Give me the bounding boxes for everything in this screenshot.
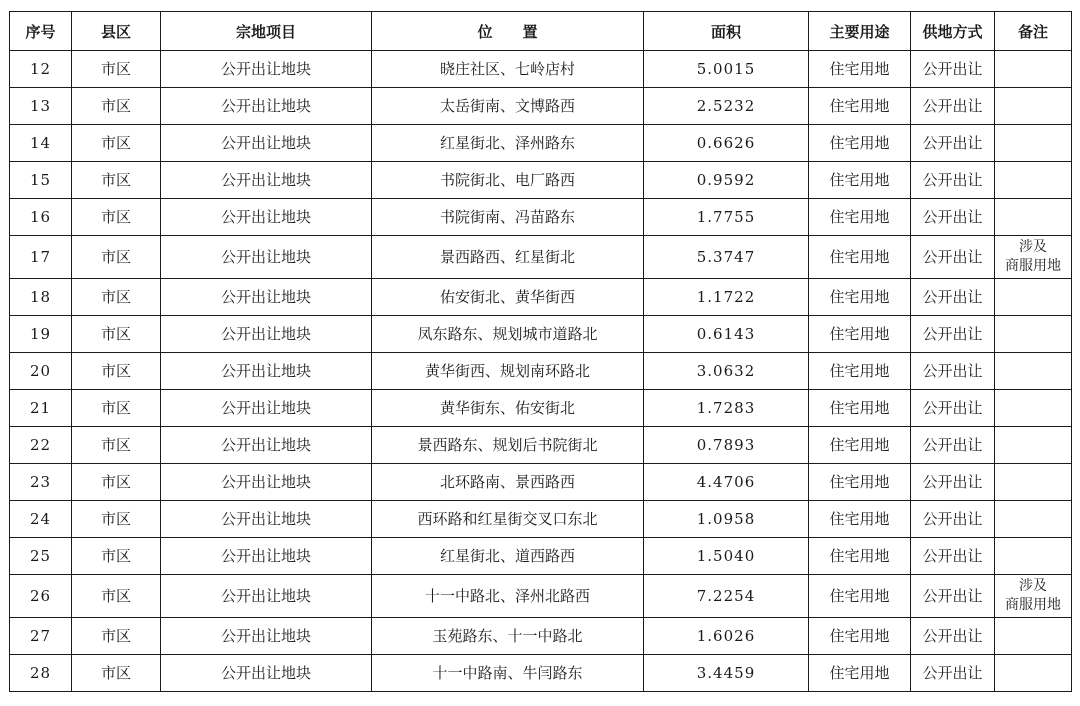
- cell-project: 公开出让地块: [161, 88, 372, 125]
- cell-area: 1.6026: [644, 618, 809, 655]
- cell-note: [995, 51, 1072, 88]
- cell-seq: 19: [10, 316, 72, 353]
- cell-county: 市区: [72, 51, 161, 88]
- cell-note: [995, 618, 1072, 655]
- header-location: 位 置: [372, 12, 644, 51]
- cell-usage: 住宅用地: [809, 88, 911, 125]
- cell-location: 十一中路南、牛闫路东: [372, 655, 644, 692]
- table-row: [10, 279, 1072, 316]
- land-supply-table: [9, 11, 1072, 692]
- cell-seq: 14: [10, 125, 72, 162]
- cell-usage: 住宅用地: [809, 125, 911, 162]
- table-row: [10, 199, 1072, 236]
- cell-location: 黄华街西、规划南环路北: [372, 353, 644, 390]
- table-row: [10, 501, 1072, 538]
- cell-usage: 住宅用地: [809, 655, 911, 692]
- cell-seq: 23: [10, 464, 72, 501]
- cell-usage: 住宅用地: [809, 199, 911, 236]
- cell-county: 市区: [72, 538, 161, 575]
- cell-supply: 公开出让: [911, 88, 995, 125]
- cell-seq: 24: [10, 501, 72, 538]
- cell-area: 4.4706: [644, 464, 809, 501]
- table-row: [10, 427, 1072, 464]
- cell-county: 市区: [72, 279, 161, 316]
- cell-project: 公开出让地块: [161, 390, 372, 427]
- cell-location: 书院街南、冯苗路东: [372, 199, 644, 236]
- cell-seq: 13: [10, 88, 72, 125]
- cell-note: [995, 125, 1072, 162]
- cell-supply: 公开出让: [911, 236, 995, 279]
- cell-supply: 公开出让: [911, 538, 995, 575]
- cell-supply: 公开出让: [911, 125, 995, 162]
- table-row: [10, 655, 1072, 692]
- cell-usage: 住宅用地: [809, 51, 911, 88]
- cell-location: 北环路南、景西路西: [372, 464, 644, 501]
- table-body: [10, 51, 1072, 692]
- cell-usage: 住宅用地: [809, 501, 911, 538]
- cell-seq: 16: [10, 199, 72, 236]
- header-supply: 供地方式: [911, 12, 995, 51]
- table-row: [10, 88, 1072, 125]
- cell-county: 市区: [72, 464, 161, 501]
- cell-location: 十一中路北、泽州北路西: [372, 575, 644, 618]
- cell-supply: 公开出让: [911, 618, 995, 655]
- cell-note: [995, 655, 1072, 692]
- cell-seq: 26: [10, 575, 72, 618]
- table-row: [10, 538, 1072, 575]
- header-area: 面积: [644, 12, 809, 51]
- cell-note: [995, 316, 1072, 353]
- header-usage: 主要用途: [809, 12, 911, 51]
- cell-supply: 公开出让: [911, 279, 995, 316]
- cell-usage: 住宅用地: [809, 538, 911, 575]
- cell-note: [995, 279, 1072, 316]
- cell-project: 公开出让地块: [161, 618, 372, 655]
- cell-project: 公开出让地块: [161, 575, 372, 618]
- cell-location: 西环路和红星街交叉口东北: [372, 501, 644, 538]
- cell-supply: 公开出让: [911, 501, 995, 538]
- cell-county: 市区: [72, 353, 161, 390]
- table-row: [10, 125, 1072, 162]
- cell-supply: 公开出让: [911, 316, 995, 353]
- table-row: [10, 464, 1072, 501]
- table-row: [10, 51, 1072, 88]
- cell-location: 黄华街东、佑安街北: [372, 390, 644, 427]
- cell-note: 涉及 商服用地: [995, 236, 1072, 279]
- cell-note: [995, 353, 1072, 390]
- cell-note: [995, 390, 1072, 427]
- cell-usage: 住宅用地: [809, 353, 911, 390]
- cell-supply: 公开出让: [911, 464, 995, 501]
- cell-area: 1.5040: [644, 538, 809, 575]
- cell-project: 公开出让地块: [161, 501, 372, 538]
- cell-note: [995, 162, 1072, 199]
- table-row: [10, 316, 1072, 353]
- cell-location: 红星街北、泽州路东: [372, 125, 644, 162]
- cell-county: 市区: [72, 575, 161, 618]
- cell-seq: 17: [10, 236, 72, 279]
- cell-usage: 住宅用地: [809, 279, 911, 316]
- cell-location: 书院街北、电厂路西: [372, 162, 644, 199]
- cell-seq: 21: [10, 390, 72, 427]
- cell-county: 市区: [72, 125, 161, 162]
- cell-area: 0.9592: [644, 162, 809, 199]
- cell-project: 公开出让地块: [161, 125, 372, 162]
- cell-area: 7.2254: [644, 575, 809, 618]
- cell-seq: 15: [10, 162, 72, 199]
- table-header-row: [10, 12, 1072, 51]
- cell-usage: 住宅用地: [809, 464, 911, 501]
- cell-usage: 住宅用地: [809, 316, 911, 353]
- cell-seq: 22: [10, 427, 72, 464]
- cell-county: 市区: [72, 618, 161, 655]
- cell-note: [995, 538, 1072, 575]
- cell-area: 0.6626: [644, 125, 809, 162]
- cell-location: 景西路东、规划后书院街北: [372, 427, 644, 464]
- cell-project: 公开出让地块: [161, 51, 372, 88]
- cell-supply: 公开出让: [911, 51, 995, 88]
- cell-seq: 12: [10, 51, 72, 88]
- cell-usage: 住宅用地: [809, 575, 911, 618]
- cell-usage: 住宅用地: [809, 162, 911, 199]
- cell-area: 0.7893: [644, 427, 809, 464]
- cell-county: 市区: [72, 501, 161, 538]
- cell-note: [995, 464, 1072, 501]
- table-row: [10, 618, 1072, 655]
- cell-location: 玉苑路东、十一中路北: [372, 618, 644, 655]
- cell-project: 公开出让地块: [161, 464, 372, 501]
- cell-area: 3.0632: [644, 353, 809, 390]
- table-row: [10, 353, 1072, 390]
- cell-county: 市区: [72, 316, 161, 353]
- cell-location: 佑安街北、黄华街西: [372, 279, 644, 316]
- cell-county: 市区: [72, 236, 161, 279]
- cell-usage: 住宅用地: [809, 236, 911, 279]
- cell-project: 公开出让地块: [161, 655, 372, 692]
- table-row: [10, 236, 1072, 279]
- cell-area: 5.3747: [644, 236, 809, 279]
- cell-county: 市区: [72, 199, 161, 236]
- cell-supply: 公开出让: [911, 575, 995, 618]
- cell-project: 公开出让地块: [161, 538, 372, 575]
- cell-usage: 住宅用地: [809, 427, 911, 464]
- cell-supply: 公开出让: [911, 199, 995, 236]
- cell-note: [995, 199, 1072, 236]
- cell-area: 3.4459: [644, 655, 809, 692]
- cell-note: [995, 501, 1072, 538]
- cell-supply: 公开出让: [911, 390, 995, 427]
- cell-county: 市区: [72, 427, 161, 464]
- cell-area: 1.7283: [644, 390, 809, 427]
- table-row: [10, 390, 1072, 427]
- cell-usage: 住宅用地: [809, 390, 911, 427]
- cell-supply: 公开出让: [911, 353, 995, 390]
- cell-project: 公开出让地块: [161, 199, 372, 236]
- cell-seq: 20: [10, 353, 72, 390]
- cell-area: 1.0958: [644, 501, 809, 538]
- cell-area: 5.0015: [644, 51, 809, 88]
- cell-note: [995, 88, 1072, 125]
- cell-seq: 28: [10, 655, 72, 692]
- cell-project: 公开出让地块: [161, 279, 372, 316]
- cell-project: 公开出让地块: [161, 162, 372, 199]
- cell-seq: 18: [10, 279, 72, 316]
- cell-note: 涉及 商服用地: [995, 575, 1072, 618]
- cell-county: 市区: [72, 655, 161, 692]
- table-row: [10, 575, 1072, 618]
- cell-area: 0.6143: [644, 316, 809, 353]
- cell-usage: 住宅用地: [809, 618, 911, 655]
- cell-supply: 公开出让: [911, 427, 995, 464]
- cell-county: 市区: [72, 162, 161, 199]
- cell-area: 1.1722: [644, 279, 809, 316]
- header-seq: 序号: [10, 12, 72, 51]
- cell-seq: 25: [10, 538, 72, 575]
- cell-location: 景西路西、红星街北: [372, 236, 644, 279]
- cell-note: [995, 427, 1072, 464]
- cell-location: 红星街北、道西路西: [372, 538, 644, 575]
- cell-supply: 公开出让: [911, 655, 995, 692]
- cell-project: 公开出让地块: [161, 427, 372, 464]
- cell-project: 公开出让地块: [161, 353, 372, 390]
- cell-project: 公开出让地块: [161, 316, 372, 353]
- cell-location: 凤东路东、规划城市道路北: [372, 316, 644, 353]
- header-county: 县区: [72, 12, 161, 51]
- header-project: 宗地项目: [161, 12, 372, 51]
- cell-county: 市区: [72, 88, 161, 125]
- cell-area: 1.7755: [644, 199, 809, 236]
- cell-county: 市区: [72, 390, 161, 427]
- cell-seq: 27: [10, 618, 72, 655]
- cell-project: 公开出让地块: [161, 236, 372, 279]
- cell-location: 晓庄社区、七岭店村: [372, 51, 644, 88]
- cell-location: 太岳街南、文博路西: [372, 88, 644, 125]
- cell-supply: 公开出让: [911, 162, 995, 199]
- cell-area: 2.5232: [644, 88, 809, 125]
- header-note: 备注: [995, 12, 1072, 51]
- table-row: [10, 162, 1072, 199]
